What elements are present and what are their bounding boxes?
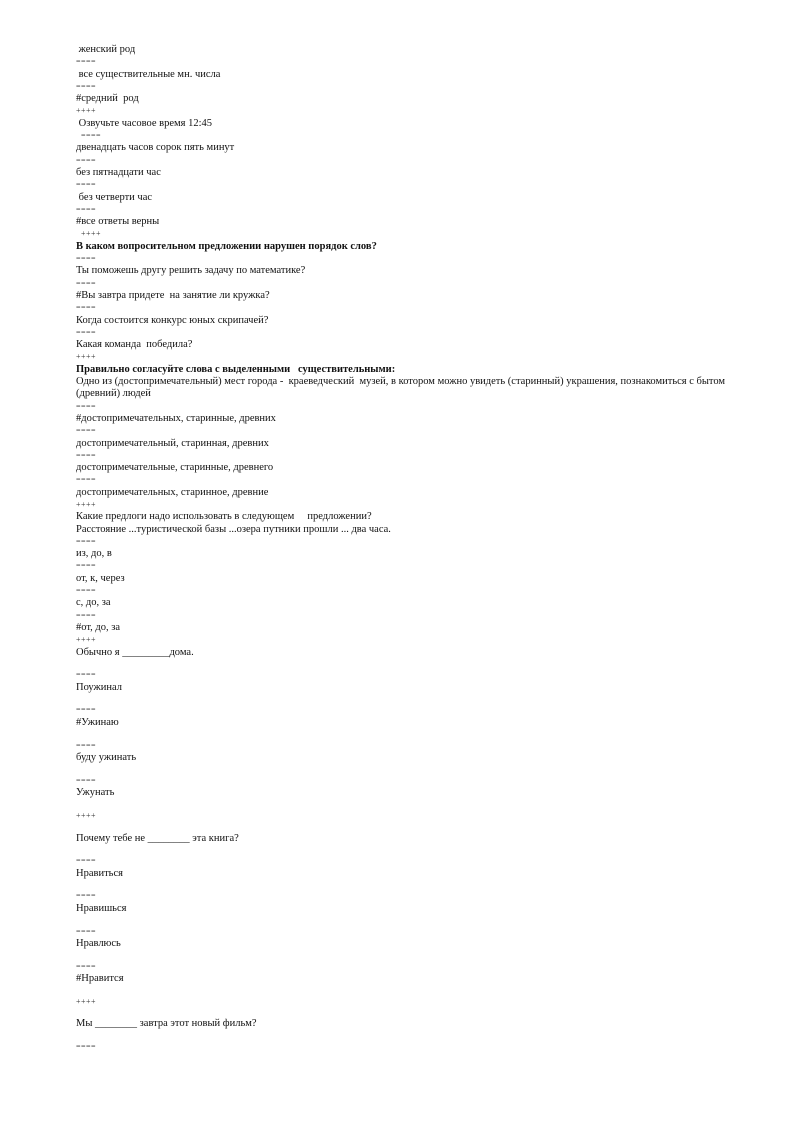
- text-line: достопримечательный, старинная, древних: [76, 437, 269, 449]
- text-line: Одно из (достопримечательный) мест города - краеведческий музей, в котором можно увидеть (старинный) украшения, познакомиться с бытом (древний) людей: [76, 376, 728, 400]
- text-line: Когда состоится конкурс юных скрипачей?: [76, 314, 269, 326]
- blank-line: [76, 1031, 756, 1042]
- separator-line: ====: [76, 254, 97, 264]
- text-line: буду ужинать: [76, 751, 137, 763]
- text-line: #Вы завтра придете на занятие ли кружка?: [76, 289, 270, 301]
- text-line: Какие предлоги надо использовать в следующем предложении?: [76, 511, 372, 523]
- text-line: Нравишься: [76, 902, 127, 914]
- blank-line: [76, 915, 756, 926]
- separator-line: ====: [76, 401, 97, 411]
- blank-line: [76, 985, 756, 996]
- text-line: Расстояние ...туристической базы ...озера путники прошли ... два часа.: [76, 523, 391, 535]
- text-line: Поужинал: [76, 681, 123, 693]
- separator-line: ====: [76, 303, 97, 313]
- separator-line: ====: [76, 278, 97, 288]
- text-line: #средний род: [76, 93, 139, 105]
- separator-line: ====: [76, 561, 97, 571]
- question-heading: В каком вопросительном предложении нарушен порядок слов?: [76, 240, 377, 252]
- blank-line: [76, 822, 756, 833]
- separator-line: ++++: [76, 996, 97, 1006]
- text-line: достопримечательные, старинные, древнего: [76, 462, 274, 474]
- text-line: Ужунать: [76, 786, 115, 798]
- separator-line: ====: [76, 926, 97, 936]
- blank-line: [76, 799, 756, 810]
- text-line: с, до, за: [76, 597, 111, 609]
- separator-line: ====: [76, 155, 97, 165]
- text-line: Ты поможешь другу решить задачу по математике?: [76, 265, 306, 277]
- separator-line: ====: [76, 450, 97, 460]
- text-line: Нравиться: [76, 867, 123, 879]
- text-line: из, до, в: [76, 548, 112, 560]
- blank-line: [76, 1008, 756, 1019]
- blank-line: [76, 950, 756, 961]
- text-line: без четверти час: [76, 191, 153, 203]
- text-line: #от, до, за: [76, 621, 121, 633]
- separator-line: ====: [76, 670, 97, 680]
- blank-line: [76, 845, 756, 856]
- separator-line: ====: [76, 327, 97, 337]
- text-line: Какая команда победила?: [76, 339, 193, 351]
- blank-line: [76, 659, 756, 670]
- text-line: Почему тебе не ________ эта книга?: [76, 832, 239, 844]
- text-line: двенадцать часов сорок пять минут: [76, 142, 235, 154]
- text-line: #все ответы верны: [76, 216, 160, 228]
- separator-line: ====: [76, 57, 97, 67]
- separator-line: ====: [76, 131, 102, 141]
- blank-line: [76, 694, 756, 705]
- blank-line: [76, 729, 756, 740]
- separator-line: ====: [76, 740, 97, 750]
- text-line: без пятнадцати час: [76, 166, 161, 178]
- text-line: #Ужинаю: [76, 716, 119, 728]
- document-page: [76, 44, 756, 1054]
- separator-line: ++++: [76, 352, 97, 362]
- separator-line: ++++: [76, 229, 102, 239]
- text-line: Нравлюсь: [76, 937, 121, 949]
- separator-line: ++++: [76, 499, 97, 509]
- question-heading: Правильно согласуйте слова с выделенными существительными:: [76, 363, 396, 375]
- separator-line: ====: [76, 180, 97, 190]
- blank-line: [76, 880, 756, 891]
- text-line: Мы ________ завтра этот новый фильм?: [76, 1018, 257, 1030]
- separator-line: ====: [76, 536, 97, 546]
- text-line: #Нравится: [76, 972, 124, 984]
- separator-line: ====: [76, 475, 97, 485]
- separator-line: ++++: [76, 635, 97, 645]
- separator-line: ++++: [76, 810, 97, 820]
- separator-line: ====: [76, 856, 97, 866]
- separator-line: ====: [76, 204, 97, 214]
- text-line: от, к, через: [76, 572, 125, 584]
- text-line: #достопримечательных, старинные, древних: [76, 412, 276, 424]
- separator-line: ====: [76, 586, 97, 596]
- separator-line: ====: [76, 891, 97, 901]
- text-line: Обычно я _________дома.: [76, 646, 194, 658]
- separator-line: ====: [76, 775, 97, 785]
- separator-line: ====: [76, 1042, 97, 1052]
- separator-line: ====: [76, 705, 97, 715]
- text-line: женский род: [76, 44, 136, 55]
- text-line: Озвучьте часовое время 12:45: [76, 117, 213, 129]
- text-line: все существительные мн. числа: [76, 68, 221, 80]
- text-line: достопримечательных, старинное, древние: [76, 486, 269, 498]
- separator-line: ++++: [76, 106, 97, 116]
- blank-line: [76, 764, 756, 775]
- separator-line: ====: [76, 961, 97, 971]
- separator-line: ====: [76, 610, 97, 620]
- separator-line: ====: [76, 81, 97, 91]
- separator-line: ====: [76, 426, 97, 436]
